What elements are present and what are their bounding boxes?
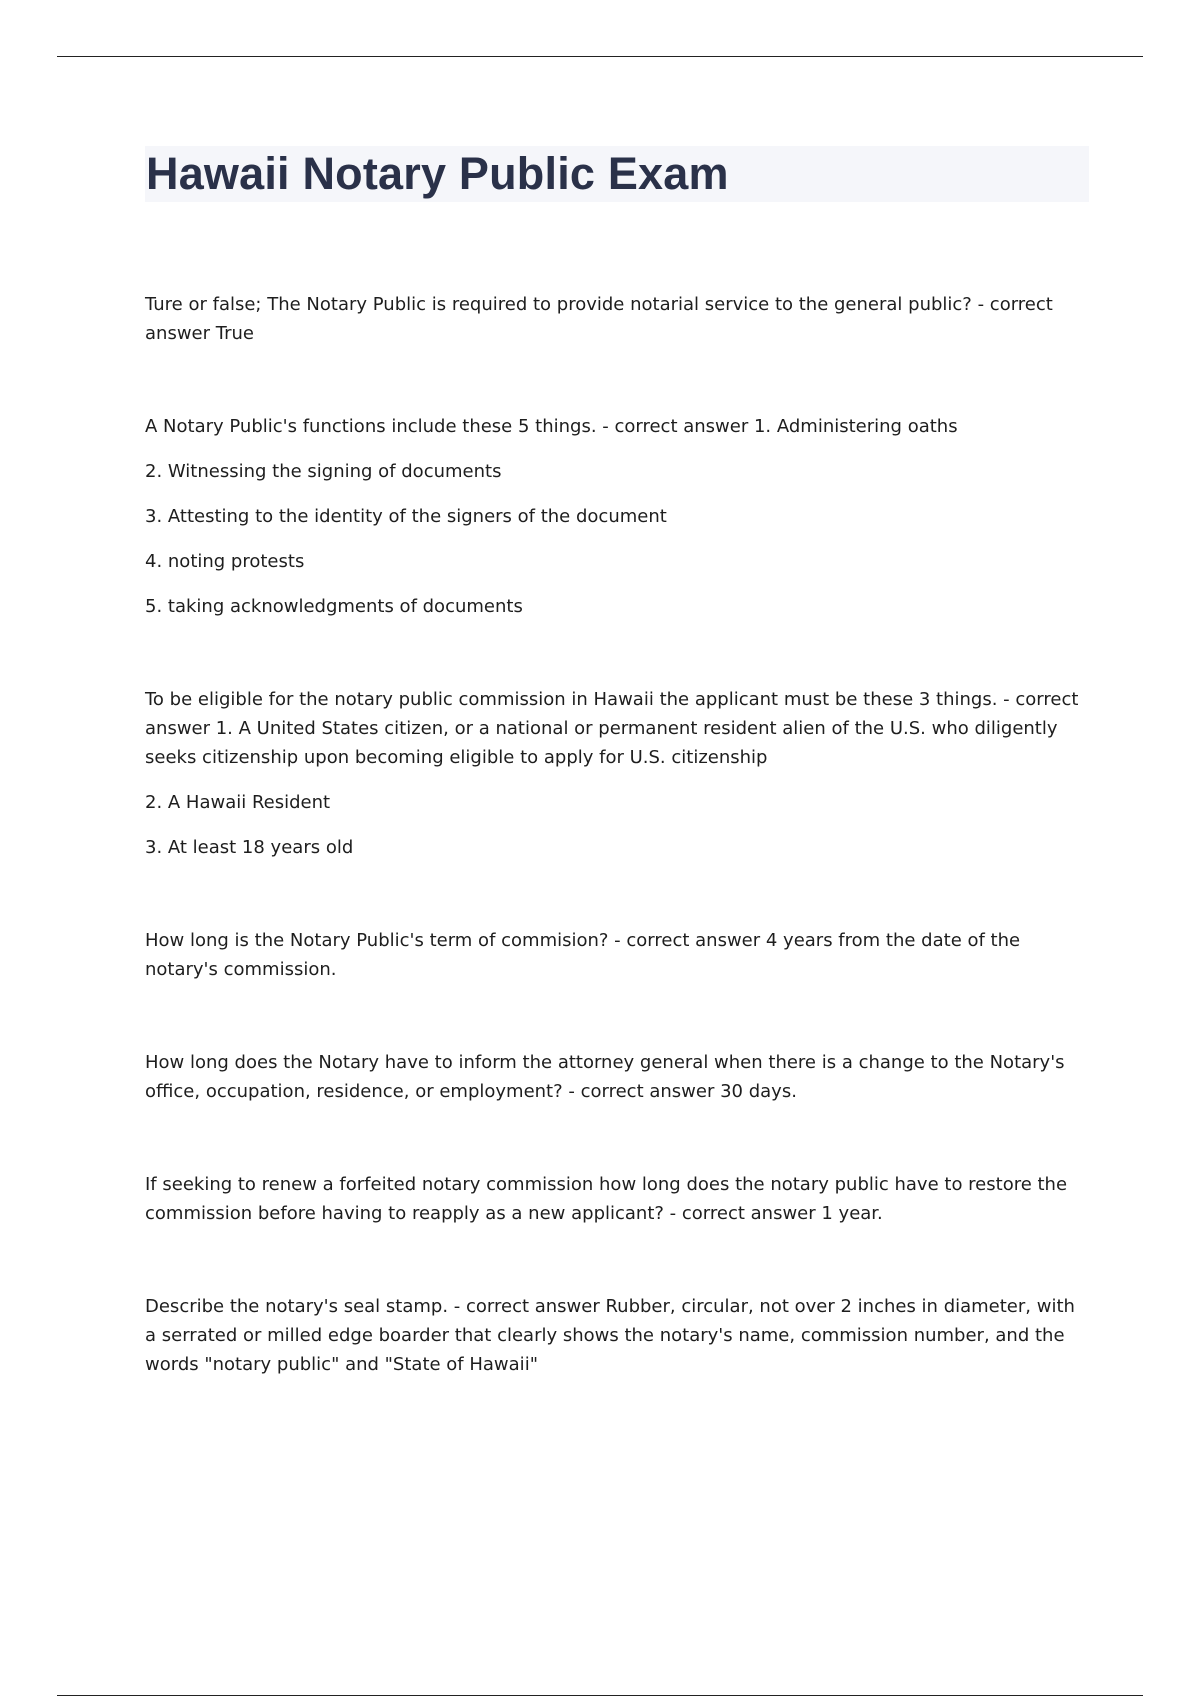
qa-line: 5. taking acknowledgments of documents: [145, 596, 523, 617]
qa-line: 2. Witnessing the signing of documents: [145, 461, 502, 482]
bottom-rule: [57, 1695, 1143, 1696]
qa-item: [145, 1170, 1085, 1228]
qa-line: How long is the Notary Public's term of commision? - correct answer 4 years from the date of the notary's commission.: [145, 930, 1021, 980]
qa-line: 3. At least 18 years old: [145, 837, 354, 858]
qa-line: Describe the notary's seal stamp. - correct answer Rubber, circular, not over 2 inches in diameter, with a serrated or milled edge boarder that clearly shows the notary's name, commission number, and the words "notary public" and "State of Hawaii": [145, 1296, 1075, 1375]
qa-line: To be eligible for the notary public commission in Hawaii the applicant must be these 3 things. - correct answer 1. A United States citizen, or a national or permanent resident alien of the U.S. who diligently seeks citizenship upon becoming eligible to apply for U.S. citizenship: [145, 689, 1079, 768]
qa-line: 2. A Hawaii Resident: [145, 792, 331, 813]
qa-item: [145, 1048, 1085, 1106]
qa-item: [145, 1292, 1085, 1379]
qa-item: [145, 685, 1085, 862]
qa-item: [145, 926, 1085, 984]
qa-line: 3. Attesting to the identity of the signers of the document: [145, 506, 667, 527]
qa-item: [145, 290, 1085, 348]
qa-line: 4. noting protests: [145, 551, 305, 572]
qa-line: Ture or false; The Notary Public is required to provide notarial service to the general public? - correct answer True: [145, 294, 1053, 344]
qa-line: How long does the Notary have to inform the attorney general when there is a change to the Notary's office, occupation, residence, or employment? - correct answer 30 days.: [145, 1052, 1065, 1102]
top-rule: [57, 56, 1143, 57]
page-title: Hawaii Notary Public Exam: [146, 148, 729, 199]
qa-line: A Notary Public's functions include these 5 things. - correct answer 1. Administering oaths: [145, 416, 958, 437]
qa-line: If seeking to renew a forfeited notary commission how long does the notary public have to restore the commission before having to reapply as a new applicant? - correct answer 1 year.: [145, 1174, 1068, 1224]
qa-list: [145, 290, 1085, 1443]
qa-item: [145, 412, 1085, 621]
